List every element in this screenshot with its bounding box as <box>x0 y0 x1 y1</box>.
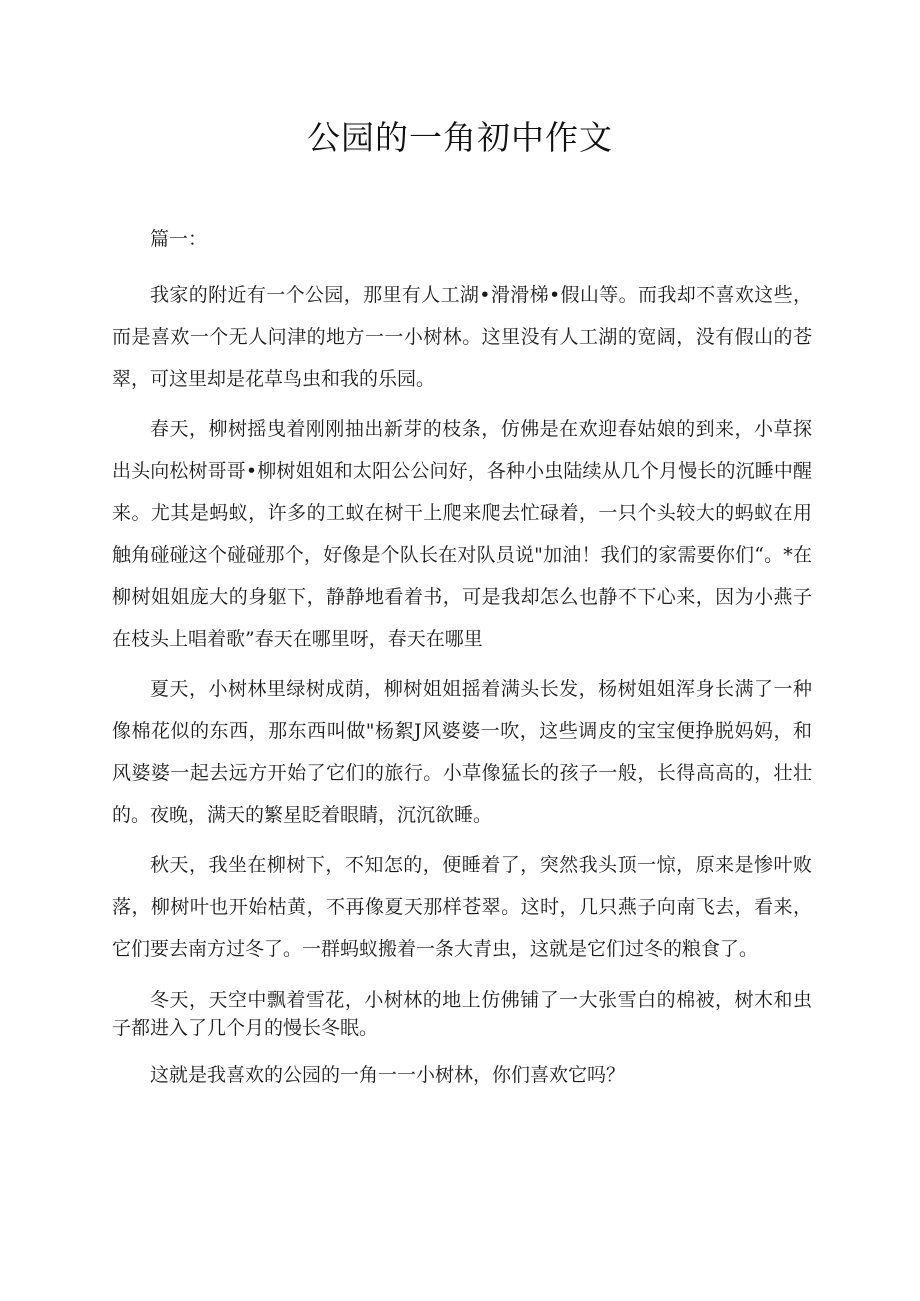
paragraph-conclusion: 这就是我喜欢的公园的一角一一小树林，你们喜欢它吗？ <box>150 1064 626 1086</box>
section-label: 篇一： <box>150 228 208 250</box>
paragraph-autumn: 秋天，我坐在柳树下，不知怎的，便睡着了，突然我头顶一惊，原来是惨叶败落，柳树叶也开始枯黄，不再像夏天那样苍翠。这时，几只燕子向南飞去，看来，它们要去南方过冬了。一群蚂蚁搬着一条大青虫，这就是它们过冬的粮食了。 <box>112 854 812 960</box>
paragraph-spring: 春天，柳树摇曳着刚刚抽出新芽的枝条，仿佛是在欢迎春姑娘的到来，小草探出头向松树哥哥•柳树姐姐和太阳公公问好，各种小虫陆续从几个月慢长的沉睡中醒来。尤其是蚂蚁，许多的工蚁在树干上爬来爬去忙碌着，一只个头较大的蚂蚁在用触角碰碰这个碰碰那个，好像是个队长在对队员说"加油！我们的家需要你们“。*在柳树姐姐庞大的身躯下，静静地看着书，可是我却怎么也静不下心来，因为小燕子在枝头上唱着歌”春天在哪里呀，春天在哪里 <box>112 418 812 650</box>
essay-body <box>112 218 812 1104</box>
paragraph-summer: 夏天，小树林里绿树成荫，柳树姐姐摇着满头长发，杨树姐姐浑身长满了一种像棉花似的东西，那东西叫做"杨絮J风婆婆一吹，这些调皮的宝宝便挣脱妈妈，和风婆婆一起去远方开始了它们的旅行。小草像猛长的孩子一般，长得高高的，壮壮的。夜晚，满天的繁星眨着眼睛，沉沉欲睡。 <box>112 678 812 826</box>
paragraph-intro: 我家的附近有一个公园，那里有人工湖•滑滑梯•假山等。而我却不喜欢这些，而是喜欢一个无人问津的地方一一小树林。这里没有人工湖的宽阔，没有假山的苍翠，可这里却是花草鸟虫和我的乐园。 <box>112 284 812 390</box>
page-title: 公园的一角初中作文 <box>307 118 613 157</box>
paragraph-winter: 冬天，天空中飘着雪花，小树林的地上仿佛铺了一大张雪白的棉被，树木和虫子都进入了几个月的慢长冬眠。 <box>112 989 812 1039</box>
